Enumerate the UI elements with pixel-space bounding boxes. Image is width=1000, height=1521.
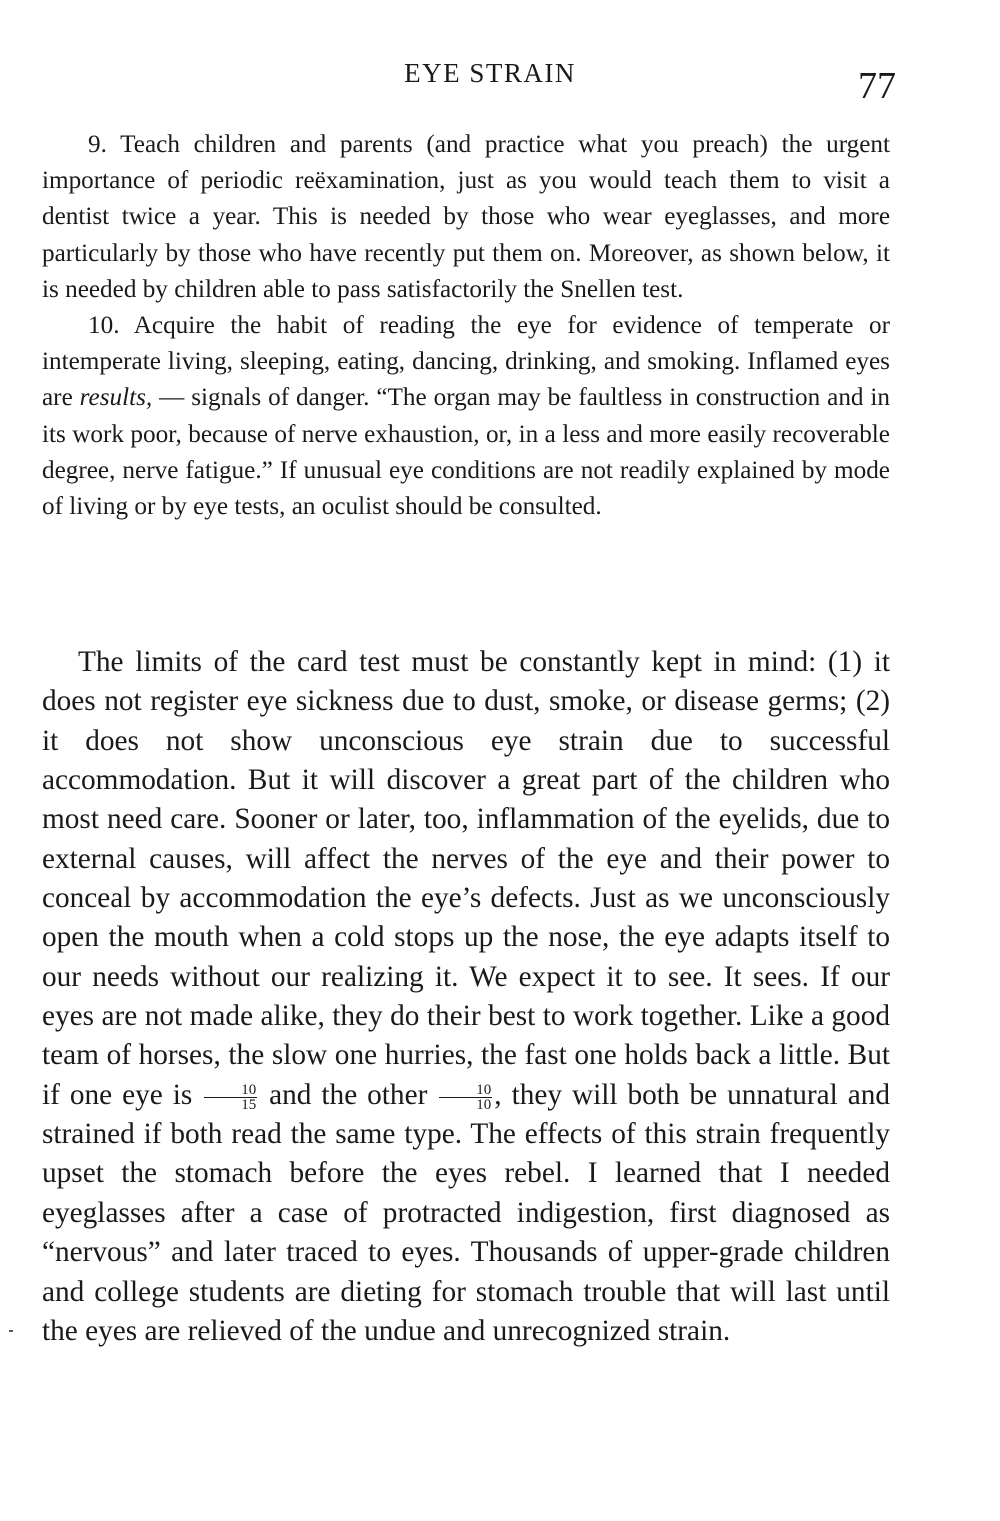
list-item-text: Teach children and parents (and practice what you preach) the urgent importance of periodic reëxamination, just as you would teach them to visit a dentist twice a year. This is needed by those who wear eyeglasses, and more particularly by those who have recently put them on. Moreover, as shown below, it is needed by children able to pass satisfactorily the Snellen test. bbox=[42, 131, 890, 303]
paragraph-text: The limits of the card test must be constantly kept in mind: (1) it does not register eye sickness due to dust, smoke, or disease germs; (2) it does not show unconscious eye strain due to successful accommodation. But it will discover a great part of the children who most need care. Sooner or later, too, inflammation of the eyelids, due to external causes, will affect the nerves of the eye and their power to conceal by accommodation the eye’s defects. Just as we unconsciously open the mouth when a cold stops up the nose, the eye adapts itself to our needs without our realizing it. We expect it to see. It sees. If our eyes are not made alike, they do their best to work together. Like a good team of horses, the slow one hurries, the fast one holds back a little. But if one eye is bbox=[42, 646, 890, 1111]
fraction-ten-tenths bbox=[439, 1083, 492, 1112]
paragraph-text-between: and the other bbox=[269, 1078, 428, 1111]
fraction-numerator: 10 bbox=[204, 1083, 257, 1098]
fraction-numerator: 10 bbox=[439, 1083, 492, 1098]
list-item-text-continued: — signals of danger. “The organ may be faultless in construction and in its work poor, because of nerve exhaustion, or, in a less and more easily recoverable degree, nerve fatigue.” If unusual eye conditions are not readily explained by mode of living or by eye tests, an oculist should be consulted. bbox=[42, 384, 891, 521]
margin-mark bbox=[9, 1330, 13, 1332]
running-header bbox=[0, 58, 1000, 89]
list-item-text: Acquire the habit of reading the eye for evidence of temperate or intemperate living, sleeping, eating, dancing, drinking, and smoking. Inflamed eyes are bbox=[42, 312, 890, 412]
fraction-denominator: 10 bbox=[476, 1096, 492, 1113]
page-number: 77 bbox=[858, 65, 896, 107]
numbered-list bbox=[42, 127, 890, 525]
list-item-number: 10. bbox=[88, 312, 120, 340]
main-paragraph bbox=[42, 643, 890, 1351]
body-paragraph bbox=[42, 643, 890, 1351]
fraction-ten-fifteenths bbox=[204, 1083, 257, 1112]
list-item-number: 9. bbox=[88, 131, 107, 158]
running-title: EYE STRAIN bbox=[404, 58, 576, 88]
fraction-denominator: 15 bbox=[241, 1096, 257, 1113]
emphasized-word: results, bbox=[79, 384, 153, 412]
list-item-10 bbox=[42, 308, 890, 525]
paragraph-text-continued: , they will both be unnatural and strained if both read the same type. The effects of this strain frequently upset the stomach before the eyes rebel. I learned that I needed eyeglasses after a case of protracted indigestion, first diagnosed as “nervous” and later traced to eyes. Thousands of upper-grade children and college students are dieting for stomach trouble that will last until the eyes are relieved of the undue and unrecognized strain. bbox=[42, 1078, 890, 1347]
list-item-9 bbox=[42, 127, 890, 308]
